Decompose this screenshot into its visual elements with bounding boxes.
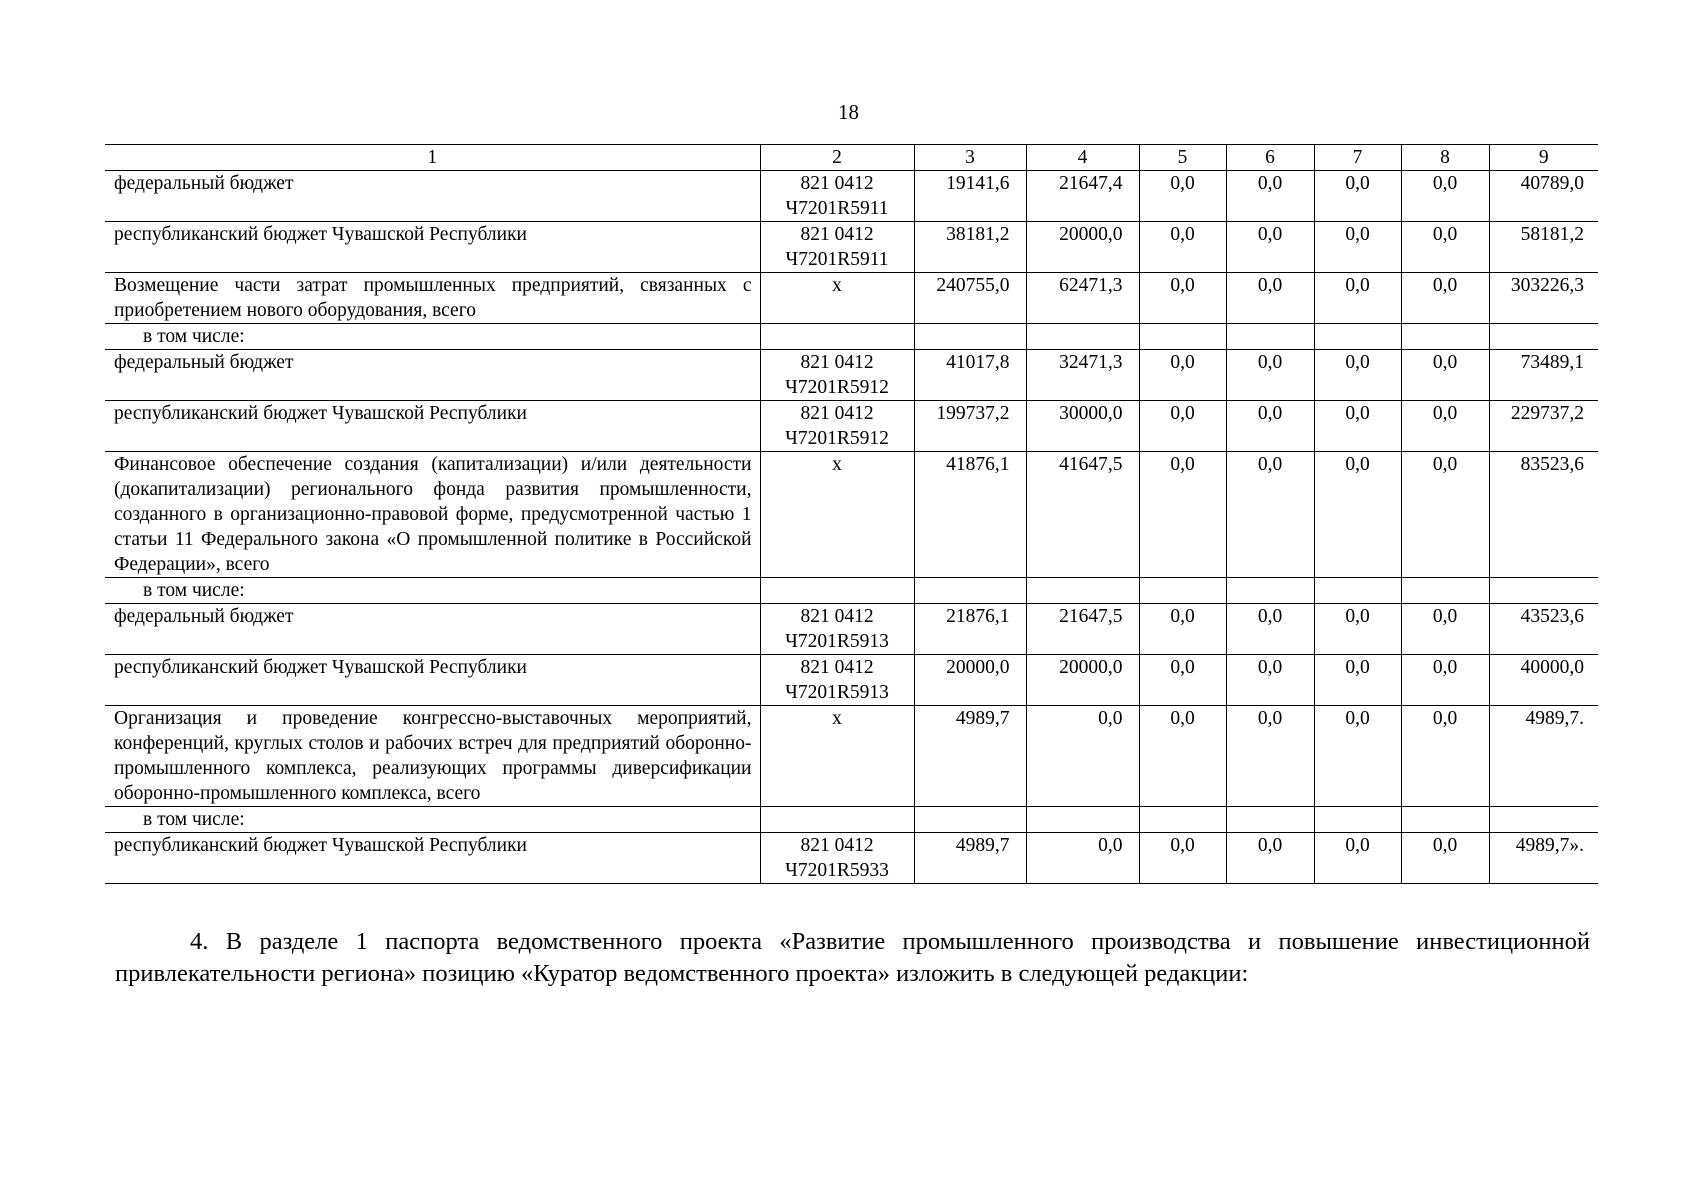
column-header: 7 <box>1314 145 1401 171</box>
budget-table <box>105 144 1598 884</box>
value-cell-col3 <box>914 807 1026 833</box>
value-cell-col6: 0,0 <box>1226 604 1314 655</box>
value-cell-col8: 0,0 <box>1401 350 1489 401</box>
value-cell-col4: 20000,0 <box>1026 222 1139 273</box>
value-cell-col9 <box>1489 807 1598 833</box>
budget-code-line: 821 0412 <box>800 224 874 245</box>
value-cell-col4: 41647,5 <box>1026 452 1139 578</box>
row-name-cell: республиканский бюджет Чувашской Республики <box>105 655 760 706</box>
row-name-cell: Организация и проведение конгрессно-выставочных мероприятий, конференций, круглых столов и рабочих встреч для предприятий оборонно-промышленного комплекса, реализующих программы диверсификации оборонно-промышленного комплекса, всего <box>105 706 760 807</box>
row-name-cell: республиканский бюджет Чувашской Республики <box>105 401 760 452</box>
row-name-cell: федеральный бюджет <box>105 604 760 655</box>
column-header: 9 <box>1489 145 1598 171</box>
table-body <box>105 171 1598 884</box>
value-cell-col5: 0,0 <box>1139 706 1226 807</box>
value-cell-col8: 0,0 <box>1401 401 1489 452</box>
value-cell-col7: 0,0 <box>1314 655 1401 706</box>
value-cell-col9: 73489,1 <box>1489 350 1598 401</box>
value-cell-col9: 83523,6 <box>1489 452 1598 578</box>
value-cell-col7: 0,0 <box>1314 273 1401 324</box>
value-cell-col7 <box>1314 324 1401 350</box>
row-name-cell: федеральный бюджет <box>105 350 760 401</box>
table-row <box>105 171 1598 222</box>
value-cell-col7: 0,0 <box>1314 171 1401 222</box>
value-cell-col8: 0,0 <box>1401 171 1489 222</box>
budget-code-line: Ч7201R5912 <box>785 428 889 449</box>
value-cell-col8: 0,0 <box>1401 273 1489 324</box>
value-cell-col5 <box>1139 324 1226 350</box>
value-cell-col6: 0,0 <box>1226 452 1314 578</box>
value-cell-col8 <box>1401 578 1489 604</box>
value-cell-col7: 0,0 <box>1314 604 1401 655</box>
table-row <box>105 401 1598 452</box>
budget-code-cell <box>760 324 914 350</box>
value-cell-col5: 0,0 <box>1139 604 1226 655</box>
column-header: 2 <box>760 145 914 171</box>
value-cell-col4 <box>1026 807 1139 833</box>
row-name-cell: Финансовое обеспечение создания (капитализации) и/или деятельности (докапитализации) регионального фонда развития промышленности, созданного в организационно-правовой форме, предусмотренной частью 1 статьи 11 Федерального закона «О промышленной политике в Российской Федерации», всего <box>105 452 760 578</box>
value-cell-col6: 0,0 <box>1226 171 1314 222</box>
value-cell-col7 <box>1314 807 1401 833</box>
value-cell-col5 <box>1139 807 1226 833</box>
value-cell-col4: 62471,3 <box>1026 273 1139 324</box>
value-cell-col9: 4989,7. <box>1489 706 1598 807</box>
table-row <box>105 706 1598 807</box>
value-cell-col6: 0,0 <box>1226 273 1314 324</box>
value-cell-col9: 58181,2 <box>1489 222 1598 273</box>
value-cell-col9: 4989,7». <box>1489 833 1598 884</box>
budget-code-cell <box>760 578 914 604</box>
value-cell-col6 <box>1226 578 1314 604</box>
value-cell-col9 <box>1489 324 1598 350</box>
value-cell-col7 <box>1314 578 1401 604</box>
table-row <box>105 604 1598 655</box>
value-cell-col4: 0,0 <box>1026 833 1139 884</box>
budget-code-line: x <box>832 708 842 729</box>
value-cell-col4 <box>1026 578 1139 604</box>
value-cell-col6: 0,0 <box>1226 401 1314 452</box>
value-cell-col5: 0,0 <box>1139 655 1226 706</box>
value-cell-col3: 4989,7 <box>914 833 1026 884</box>
value-cell-col6: 0,0 <box>1226 833 1314 884</box>
budget-code-line: Ч7201R5912 <box>785 377 889 398</box>
subheading-cell: в том числе: <box>105 807 760 833</box>
budget-code-cell <box>760 452 914 578</box>
budget-code-line: Ч7201R5911 <box>785 249 889 270</box>
budget-code-cell <box>760 401 914 452</box>
value-cell-col3: 4989,7 <box>914 706 1026 807</box>
table-row <box>105 273 1598 324</box>
value-cell-col4: 20000,0 <box>1026 655 1139 706</box>
value-cell-col5: 0,0 <box>1139 273 1226 324</box>
value-cell-col6 <box>1226 807 1314 833</box>
value-cell-col8: 0,0 <box>1401 706 1489 807</box>
column-header: 5 <box>1139 145 1226 171</box>
table-row <box>105 452 1598 578</box>
budget-code-cell <box>760 604 914 655</box>
value-cell-col9: 303226,3 <box>1489 273 1598 324</box>
value-cell-col5: 0,0 <box>1139 222 1226 273</box>
value-cell-col8: 0,0 <box>1401 222 1489 273</box>
value-cell-col6: 0,0 <box>1226 222 1314 273</box>
column-header: 8 <box>1401 145 1489 171</box>
value-cell-col5: 0,0 <box>1139 452 1226 578</box>
value-cell-col3: 20000,0 <box>914 655 1026 706</box>
subheading-cell: в том числе: <box>105 324 760 350</box>
value-cell-col9: 40789,0 <box>1489 171 1598 222</box>
value-cell-col7: 0,0 <box>1314 706 1401 807</box>
table-row <box>105 655 1598 706</box>
value-cell-col3: 21876,1 <box>914 604 1026 655</box>
value-cell-col9: 229737,2 <box>1489 401 1598 452</box>
value-cell-col6: 0,0 <box>1226 350 1314 401</box>
budget-code-line: 821 0412 <box>800 835 874 856</box>
budget-code-line: 821 0412 <box>800 606 874 627</box>
page-number: 18 <box>838 100 859 124</box>
value-cell-col7: 0,0 <box>1314 222 1401 273</box>
value-cell-col7: 0,0 <box>1314 350 1401 401</box>
value-cell-col3 <box>914 324 1026 350</box>
value-cell-col6 <box>1226 324 1314 350</box>
budget-code-line: Ч7201R5911 <box>785 198 889 219</box>
subheading-cell: в том числе: <box>105 578 760 604</box>
budget-code-line: Ч7201R5933 <box>785 860 889 881</box>
subheading-row <box>105 578 1598 604</box>
value-cell-col5: 0,0 <box>1139 171 1226 222</box>
value-cell-col6: 0,0 <box>1226 655 1314 706</box>
value-cell-col4: 32471,3 <box>1026 350 1139 401</box>
value-cell-col8: 0,0 <box>1401 452 1489 578</box>
budget-code-line: 821 0412 <box>800 352 874 373</box>
row-name-cell: республиканский бюджет Чувашской Республики <box>105 222 760 273</box>
value-cell-col9 <box>1489 578 1598 604</box>
value-cell-col3: 19141,6 <box>914 171 1026 222</box>
value-cell-col7: 0,0 <box>1314 833 1401 884</box>
budget-code-cell <box>760 350 914 401</box>
budget-code-cell <box>760 706 914 807</box>
table-header-row <box>105 145 1598 171</box>
value-cell-col7: 0,0 <box>1314 452 1401 578</box>
value-cell-col3: 41876,1 <box>914 452 1026 578</box>
budget-code-line: Ч7201R5913 <box>785 631 889 652</box>
value-cell-col4: 21647,4 <box>1026 171 1139 222</box>
column-header: 1 <box>105 145 760 171</box>
budget-code-cell <box>760 222 914 273</box>
value-cell-col3: 38181,2 <box>914 222 1026 273</box>
budget-code-cell <box>760 273 914 324</box>
value-cell-col3 <box>914 578 1026 604</box>
budget-code-cell <box>760 807 914 833</box>
value-cell-col5: 0,0 <box>1139 833 1226 884</box>
value-cell-col8: 0,0 <box>1401 655 1489 706</box>
subheading-row <box>105 324 1598 350</box>
row-name-cell: Возмещение части затрат промышленных предприятий, связанных с приобретением нового оборудования, всего <box>105 273 760 324</box>
budget-code-cell <box>760 833 914 884</box>
column-header: 4 <box>1026 145 1139 171</box>
value-cell-col4 <box>1026 324 1139 350</box>
value-cell-col8 <box>1401 807 1489 833</box>
table-row <box>105 833 1598 884</box>
table-row <box>105 350 1598 401</box>
value-cell-col5: 0,0 <box>1139 350 1226 401</box>
budget-code-line: x <box>832 275 842 296</box>
value-cell-col4: 30000,0 <box>1026 401 1139 452</box>
value-cell-col4: 21647,5 <box>1026 604 1139 655</box>
value-cell-col5: 0,0 <box>1139 401 1226 452</box>
budget-code-line: Ч7201R5913 <box>785 682 889 703</box>
value-cell-col8: 0,0 <box>1401 604 1489 655</box>
budget-code-line: 821 0412 <box>800 173 874 194</box>
value-cell-col5 <box>1139 578 1226 604</box>
budget-code-line: 821 0412 <box>800 657 874 678</box>
column-header: 3 <box>914 145 1026 171</box>
value-cell-col9: 43523,6 <box>1489 604 1598 655</box>
value-cell-col7: 0,0 <box>1314 401 1401 452</box>
table-row <box>105 222 1598 273</box>
row-name-cell: республиканский бюджет Чувашской Республики <box>105 833 760 884</box>
budget-code-cell <box>760 171 914 222</box>
value-cell-col3: 199737,2 <box>914 401 1026 452</box>
amendment-paragraph: 4. В разделе 1 паспорта ведомственного проекта «Развитие промышленного производства и повышение инвестиционной привлекательности региона» позицию «Куратор ведомственного проекта» изложить в следующей редакции: <box>115 928 1590 987</box>
value-cell-col8: 0,0 <box>1401 833 1489 884</box>
budget-code-line: x <box>832 454 842 475</box>
value-cell-col8 <box>1401 324 1489 350</box>
column-header: 6 <box>1226 145 1314 171</box>
row-name-cell: федеральный бюджет <box>105 171 760 222</box>
budget-code-line: 821 0412 <box>800 403 874 424</box>
value-cell-col6: 0,0 <box>1226 706 1314 807</box>
value-cell-col3: 240755,0 <box>914 273 1026 324</box>
value-cell-col3: 41017,8 <box>914 350 1026 401</box>
value-cell-col4: 0,0 <box>1026 706 1139 807</box>
subheading-row <box>105 807 1598 833</box>
budget-code-cell <box>760 655 914 706</box>
value-cell-col9: 40000,0 <box>1489 655 1598 706</box>
